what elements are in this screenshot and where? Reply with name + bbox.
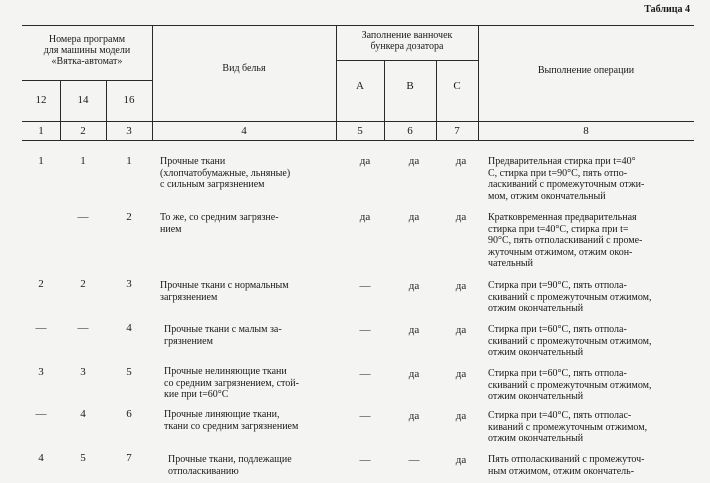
row-a: — — [359, 368, 371, 380]
dispenser-col-a: A — [356, 80, 364, 92]
row-a: — — [359, 324, 371, 336]
row-c: да — [455, 324, 467, 336]
row-laundry: Прочные ткани с нормальным загрязнением — [160, 280, 289, 303]
row-b: да — [408, 368, 420, 380]
row-a: — — [359, 280, 371, 292]
row-p14: 2 — [80, 278, 86, 290]
col-number-3: 3 — [126, 125, 132, 137]
row-b: — — [408, 454, 420, 466]
row-c: да — [455, 211, 467, 223]
row-p12: 3 — [38, 366, 44, 378]
table-title: Таблица 4 — [644, 4, 690, 15]
row-operation: Стирка при t=60°С, пять отпола- скиваний с промежуточным отжимом, отжим окончательный — [488, 368, 652, 402]
row-p16: 6 — [126, 408, 132, 420]
row-operation: Стирка при t=40°С, пять отполас- киваний с промежуточным отжимом, отжим окончательный — [488, 410, 648, 444]
row-laundry: Прочные ткани с малым за- грязнением — [164, 324, 282, 347]
row-a: да — [359, 155, 371, 167]
row-c: да — [455, 280, 467, 292]
operation-header: Выполнение операции — [537, 65, 635, 76]
row-p14: 5 — [80, 452, 86, 464]
dispenser-split-rule — [336, 60, 478, 61]
row-laundry: Прочные нелиняющие ткани со средним загрязнением, стой- кие при t=60°С — [164, 366, 299, 400]
dispenser-col-b: B — [406, 80, 414, 92]
row-p14: 1 — [80, 155, 86, 167]
program-col-16: 16 — [123, 94, 135, 106]
vline-after-col3 — [152, 25, 153, 140]
laundry-type-header: Вид белья — [222, 63, 266, 74]
row-p12: 2 — [38, 278, 44, 290]
row-p12: 1 — [38, 155, 44, 167]
row-p16: 1 — [126, 155, 132, 167]
row-b: да — [408, 211, 420, 223]
col-number-5: 5 — [357, 125, 363, 137]
row-operation: Стирка при t=60°С, пять отпола- скиваний с промежуточным отжимом, отжим окончательный — [488, 324, 652, 358]
row-laundry: Прочные линяющие ткани, ткани со средним загрязнением — [164, 409, 299, 432]
row-b: да — [408, 280, 420, 292]
col-number-2: 2 — [80, 125, 86, 137]
row-c: да — [455, 155, 467, 167]
row-c: да — [455, 454, 467, 466]
programs-split-rule — [22, 80, 152, 81]
program-col-12: 12 — [35, 94, 47, 106]
row-operation: Кратковременная предварительная стирка при t=40°С, стирка при t= 90°С, пять отполаскиваний с проме- жуточным отжимом, отжим окон- чательный — [488, 212, 643, 269]
dispenser-caption: Заполнение ванночек бункера дозатора — [361, 30, 453, 52]
col-number-6: 6 — [407, 125, 413, 137]
row-p14: 3 — [80, 366, 86, 378]
row-b: да — [408, 410, 420, 422]
row-p12: — — [35, 322, 47, 334]
programs-caption: Номера программ для машины модели «Вятка-автомат» — [43, 34, 131, 67]
col-number-4: 4 — [241, 125, 247, 137]
vline-after-col7 — [478, 25, 479, 140]
row-laundry: Прочные ткани, подлежащие отполаскиванию — [168, 454, 292, 477]
row-p12: — — [35, 408, 47, 420]
row-c: да — [455, 368, 467, 380]
row-laundry: Прочные ткани (хлопчатобумажные, льняные) с сильным загрязнением — [160, 156, 291, 190]
column-numbers-bottom-rule — [22, 140, 694, 141]
row-b: да — [408, 324, 420, 336]
row-operation: Пять отполаскиваний с промежуточ- ным отжимом, отжим окончатель- — [488, 454, 645, 477]
row-p14: — — [77, 211, 89, 223]
row-c: да — [455, 410, 467, 422]
row-p16: 4 — [126, 322, 132, 334]
row-a: — — [359, 410, 371, 422]
dispenser-col-c: C — [453, 80, 461, 92]
row-p12: 4 — [38, 452, 44, 464]
row-p14: 4 — [80, 408, 86, 420]
header-bottom-rule — [22, 121, 694, 122]
row-p16: 5 — [126, 366, 132, 378]
row-laundry: То же, со средним загрязне- нием — [160, 212, 279, 235]
row-operation: Предварительная стирка при t=40° С, стирка при t=90°С, пять отпо- ласкиваний с промежуточным отжи- мом, отжим окончательный — [488, 156, 645, 202]
col-number-1: 1 — [38, 125, 44, 137]
col-number-8: 8 — [583, 125, 589, 137]
row-p16: 2 — [126, 211, 132, 223]
row-a: да — [359, 211, 371, 223]
row-operation: Стирка при t=90°С, пять отпола- скиваний с промежуточным отжимом, отжим окончательный — [488, 280, 652, 314]
row-a: — — [359, 454, 371, 466]
header-top-rule — [22, 25, 694, 26]
program-col-14: 14 — [77, 94, 89, 106]
row-b: да — [408, 155, 420, 167]
row-p16: 7 — [126, 452, 132, 464]
row-p14: — — [77, 322, 89, 334]
row-p16: 3 — [126, 278, 132, 290]
col-number-7: 7 — [454, 125, 460, 137]
